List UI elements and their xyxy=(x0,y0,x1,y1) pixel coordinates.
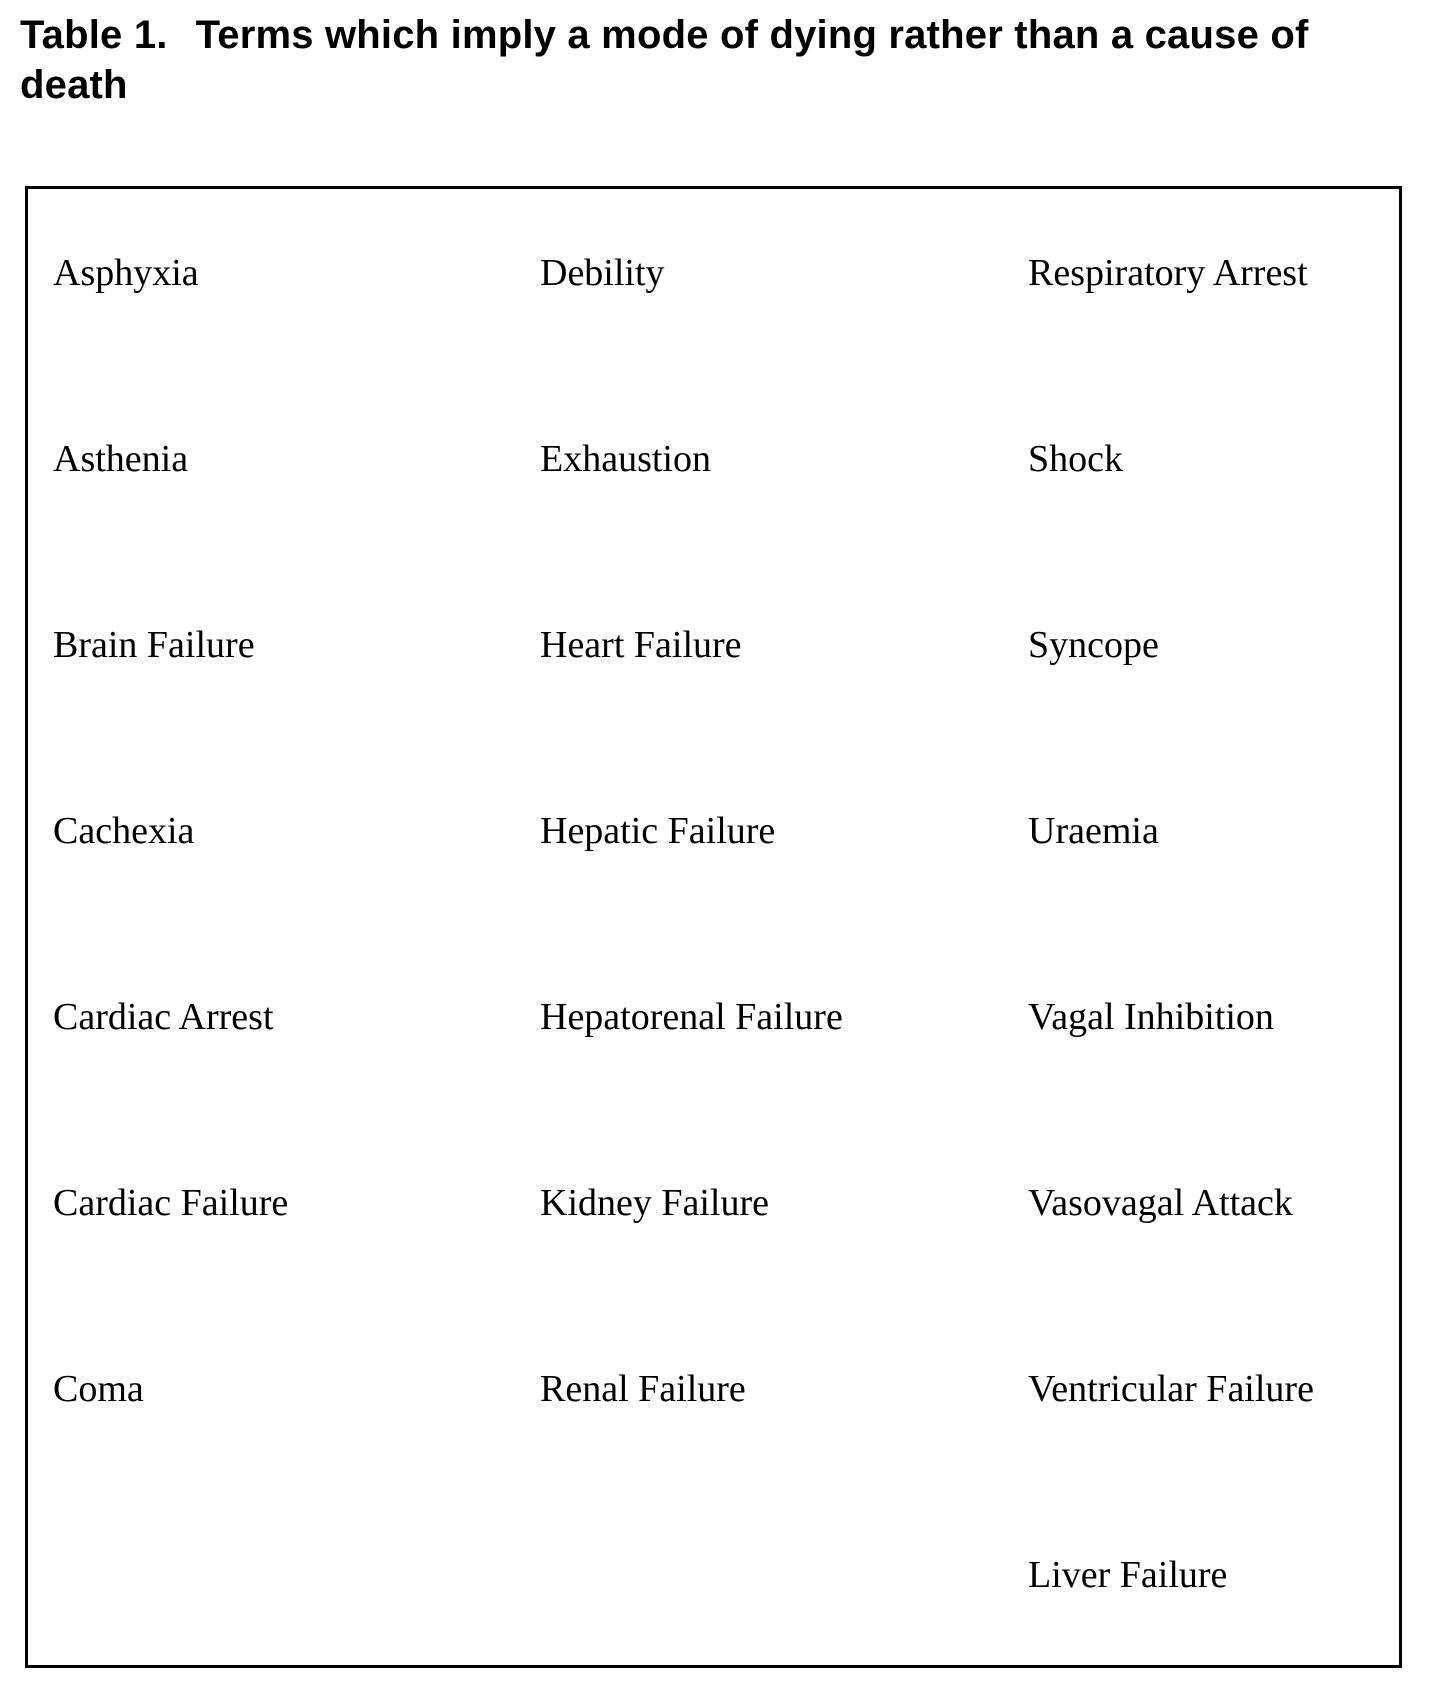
term-cell: Debility xyxy=(540,252,665,294)
term-cell: Cachexia xyxy=(53,810,195,852)
term-cell: Respiratory Arrest xyxy=(1028,252,1308,294)
term-cell: Vasovagal Attack xyxy=(1028,1182,1293,1224)
term-cell: Cardiac Arrest xyxy=(53,996,274,1038)
term-cell: Kidney Failure xyxy=(540,1182,770,1224)
term-cell: Hepatorenal Failure xyxy=(540,996,843,1038)
term-cell: Syncope xyxy=(1028,624,1159,666)
term-cell: Liver Failure xyxy=(1028,1554,1228,1596)
term-cell: Heart Failure xyxy=(540,624,742,666)
term-cell: Renal Failure xyxy=(540,1368,746,1410)
term-cell: Brain Failure xyxy=(53,624,255,666)
term-cell: Coma xyxy=(53,1368,144,1410)
table-label: Table 1. xyxy=(20,13,168,57)
term-cell: Hepatic Failure xyxy=(540,810,776,852)
term-cell: Cardiac Failure xyxy=(53,1182,289,1224)
term-cell: Asphyxia xyxy=(53,252,199,294)
table-caption: Terms which imply a mode of dying rather than a cause of death xyxy=(20,13,1309,107)
term-cell: Vagal Inhibition xyxy=(1028,996,1274,1038)
term-cell: Exhaustion xyxy=(540,438,711,480)
table-title xyxy=(20,10,1420,110)
term-cell: Ventricular Failure xyxy=(1028,1368,1314,1410)
term-cell: Uraemia xyxy=(1028,810,1159,852)
terms-table xyxy=(25,186,1402,1668)
term-cell: Shock xyxy=(1028,438,1123,480)
term-cell: Asthenia xyxy=(53,438,189,480)
